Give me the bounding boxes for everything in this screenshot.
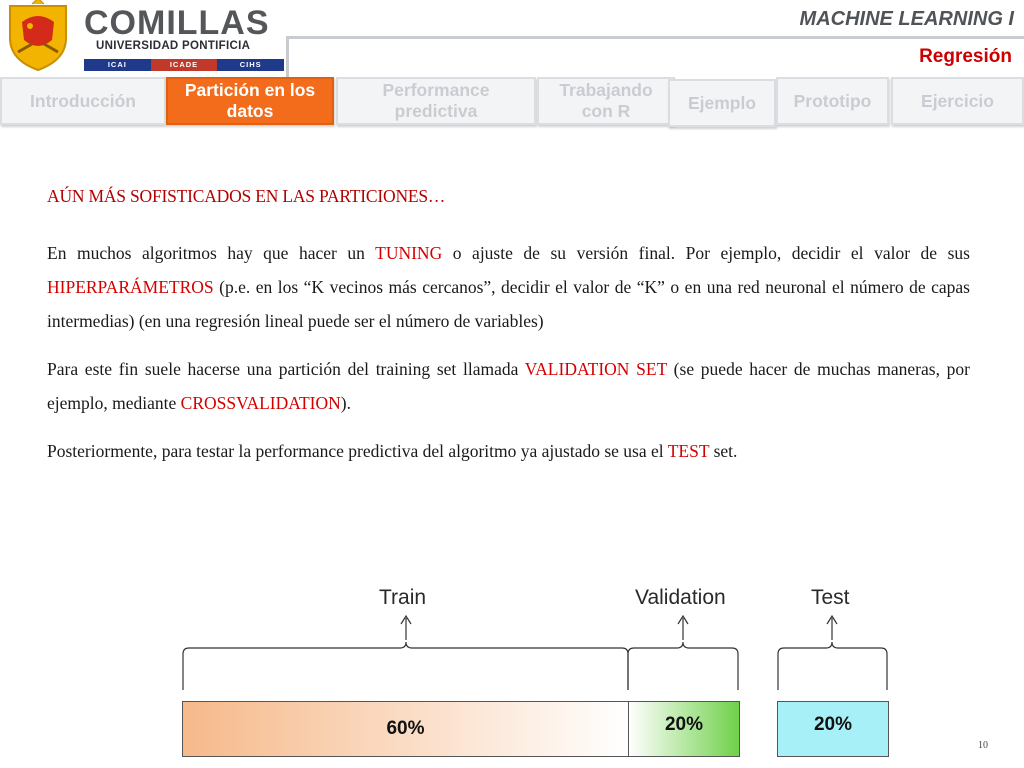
paragraph-test [47,434,970,468]
highlight-crossvalidation: CROSSVALIDATION [180,393,341,413]
tab-label: Ejercicio [921,90,994,111]
slide-content [47,184,970,482]
tab-label: Trabajando con R [559,80,653,121]
page-number: 10 [978,740,988,751]
test-percent: 20% [813,714,853,735]
highlight-validation-set: VALIDATION SET [524,359,667,379]
text-run: ). [340,393,351,413]
tab-ejemplo[interactable] [668,79,776,127]
highlight-tuning: TUNING [375,243,443,263]
test-label: Test [811,586,850,609]
content-heading: AÚN MÁS SOFISTICADOS EN LAS PARTICIONES… [47,186,446,206]
header-frame [286,36,1024,77]
logo-band [84,59,284,71]
highlight-test: TEST [667,441,710,461]
train-percent: 60% [386,718,425,739]
text-run: Para este fin suele hacerse una partición del training set llamada [47,359,525,379]
paragraph-tuning [47,236,970,338]
train-label: Train [379,586,427,609]
validation-label: Validation [635,586,726,609]
logo-wordmark: COMILLAS [84,4,270,42]
validation-brace [628,642,738,690]
tab-label: Partición en los datos [184,80,316,121]
crest-icon [2,0,74,72]
tab-introduccion[interactable] [0,77,166,125]
logo-band-icade: ICADE [151,59,218,71]
partition-diagram [170,578,900,758]
test-bar [777,701,889,757]
text-run: En muchos algoritmos hay que hacer un [47,243,376,263]
text-run: o ajuste de su versión final. Por ejemplo, decidir el valor de sus [442,243,970,263]
test-brace [778,642,887,690]
train-brace [183,642,628,690]
tab-trabajando-con-r[interactable] [537,77,675,125]
text-run: Posteriormente, para testar la performance predictiva del algoritmo ya ajustado se usa el [47,441,668,461]
tab-label: Introducción [30,90,136,111]
train-bar [182,701,629,757]
validation-percent: 20% [664,714,704,735]
logo-band-cihs: CIHS [217,59,284,71]
text-run: set. [709,441,738,461]
text-run: (p.e. en los “K vecinos más cercanos”, decidir el valor de “K” o en una red neuronal el número de capas intermedias) (en una regresión lineal puede ser el número de variables) [47,277,970,331]
logo-band-icai: ICAI [84,59,151,71]
highlight-hiperparametros: HIPERPARÁMETROS [47,277,214,297]
tab-label: Prototipo [793,90,872,111]
brace-lines [170,578,900,690]
validation-bar [628,701,740,757]
tab-label: Ejemplo [687,92,757,113]
section-title: Regresión [919,46,1012,67]
text-run: (se puede hacer de muchas maneras, por ejemplo, mediante [47,359,970,413]
tab-performance-predictiva[interactable] [336,77,536,125]
tab-prototipo[interactable] [776,77,889,125]
paragraph-validation [47,352,970,420]
course-title: MACHINE LEARNING I [799,8,1014,30]
logo-subtitle: UNIVERSIDAD PONTIFICIA [96,40,251,52]
university-logo [0,0,290,74]
tab-ejercicio[interactable] [891,77,1024,125]
tab-label: Performance predictiva [382,80,490,121]
tab-particion-datos[interactable] [166,77,334,125]
